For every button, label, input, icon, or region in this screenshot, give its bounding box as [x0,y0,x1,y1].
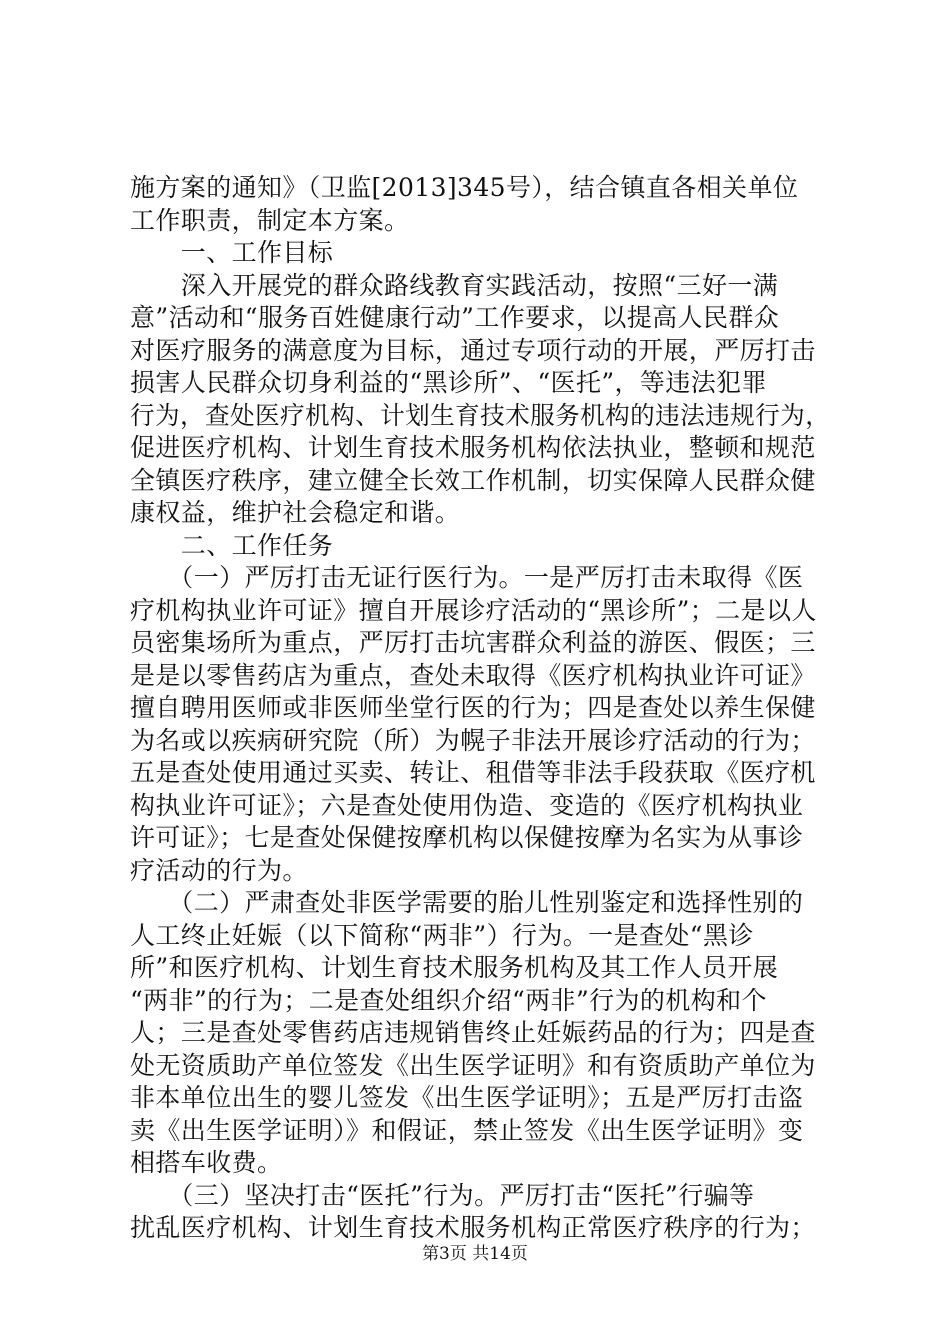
text-line: 人；三是查处零售药店违规销售终止妊娠药品的行为；四是查 [130,1018,816,1047]
text-line: 康权益，维护社会稳定和谐。 [130,498,461,527]
text-line: 疗机构执业许可证》擅自开展诊疗活动的“黑诊所”；二是以人 [130,595,817,625]
text-line: 对医疗服务的满意度为目标，通过专项行动的开展，严厉打击 [130,335,816,365]
text-line: 损害人民群众切身利益的“黑诊所”、“医托”，等违法犯罪 [130,368,767,397]
text-line: 人工终止妊娠（以下简称“两非”）行为。一是查处“黑诊 [130,920,754,950]
text-line: 相搭车收费。 [130,1148,283,1177]
text-line: 行为，查处医疗机构、计划生育技术服务机构的违法违规行为， [130,400,831,430]
text-line: 五是查处使用通过买卖、转让、租借等非法手段获取《医疗机 [130,758,816,787]
text-line: 为名或以疾病研究院（所）为幌子非法开展诊疗活动的行为； [130,725,816,755]
text-line: “两非”的行为；二是查处组织介绍“两非”行为的机构和个 [130,985,767,1015]
text-line: （二）严肃查处非医学需要的胎儿性别鉴定和选择性别的 [130,888,804,917]
text-line: 擅自聘用医师或非医师坐堂行医的行为；四是查处以养生保健 [130,693,816,722]
text-line: 是是以零售药店为重点，查处未取得《医疗机构执业许可证》 [130,660,816,690]
text-line: 非本单位出生的婴儿签发《出生医学证明》；五是严厉打击盗 [130,1083,804,1112]
text-line: 处无资质助产单位签发《出生医学证明》和有资质助产单位为 [130,1050,816,1080]
document-body [130,172,830,1245]
text-line: 卖《出生医学证明）》和假证，禁止签发《出生医学证明》变 [130,1115,804,1145]
text-line: 施方案的通知》（卫监[2013]345号），结合镇直各相关单位 [130,173,799,202]
text-line: 扰乱医疗机构、计划生育技术服务机构正常医疗秩序的行为； [130,1213,816,1242]
text-line: 所”和医疗机构、计划生育技术服务机构及其工作人员开展 [130,953,779,982]
text-line: 意”活动和“服务百姓健康行动”工作要求，以提高人民群众 [130,303,780,332]
text-line: 构执业许可证》；六是查处使用伪造、变造的《医疗机构执业 [130,790,804,820]
text-line: 深入开展党的群众路线教育实践活动，按照“三好一满 [130,270,779,300]
text-line: 疗活动的行为。 [130,855,308,885]
text-line: 二、工作任务 [130,530,334,560]
text-line: 员密集场所为重点，严厉打击坑害群众利益的游医、假医；三 [130,628,816,657]
text-line: 工作职责，制定本方案。 [130,205,410,235]
text-line: 许可证》；七是查处保健按摩机构以保健按摩为名实为从事诊 [130,823,804,852]
text-line: 促进医疗机构、计划生育技术服务机构依法执业，整顿和规范 [130,433,816,462]
page-footer: 第3页 共14页 [422,1244,528,1264]
text-line: 全镇医疗秩序，建立健全长效工作机制，切实保障人民群众健 [130,465,816,495]
text-line: （三）坚决打击“医托”行为。严厉打击“医托”行骗等 [130,1180,755,1210]
text-line: （一）严厉打击无证行医行为。一是严厉打击未取得《医 [130,563,804,592]
text-line: 一、工作目标 [130,238,334,267]
